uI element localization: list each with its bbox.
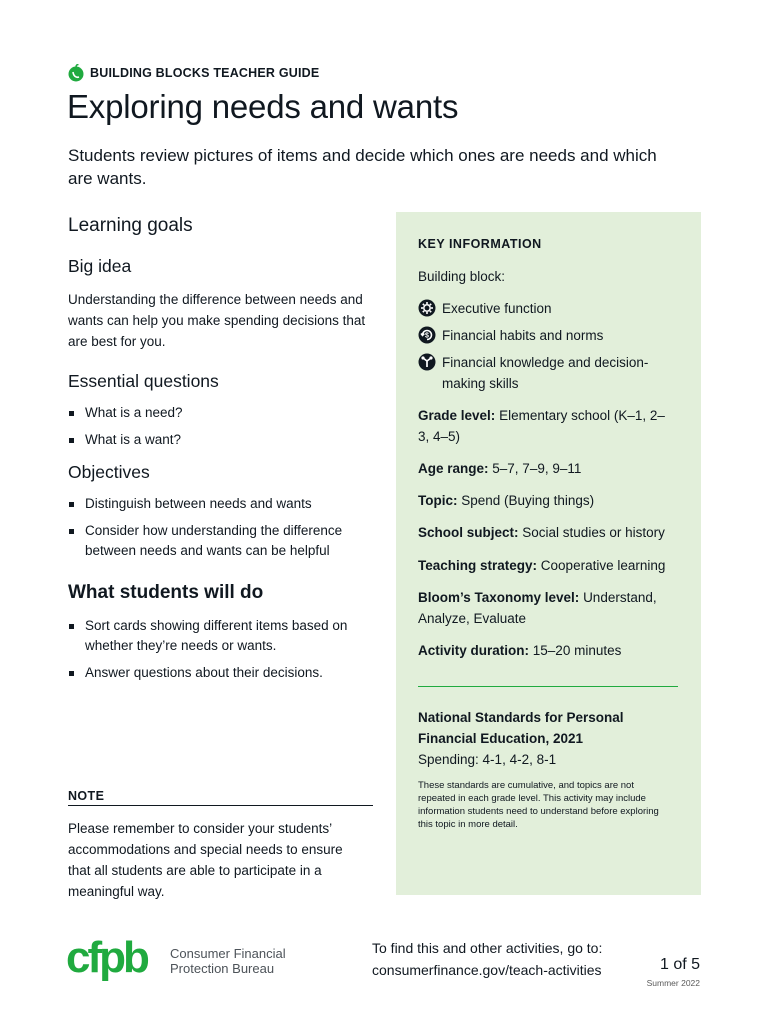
logo-letters: cfpb (66, 936, 147, 982)
standards-title: National Standards for Personal Financial Education, 2021 (418, 710, 624, 746)
building-block-label-text: Executive function (442, 301, 552, 316)
school-subject-label: School subject: (418, 525, 519, 540)
org-name-line2: Protection Bureau (170, 961, 275, 976)
org-name-line1: Consumer Financial (170, 946, 286, 961)
building-block-item (418, 352, 680, 394)
blooms-level-label: Bloom’s Taxonomy level: (418, 590, 580, 605)
big-idea-heading: Big idea (68, 256, 132, 276)
list-item: Distinguish between needs and wants (68, 494, 373, 514)
grade-level-value: Elementary school (K–1, 2–3, 4–5) (418, 408, 665, 444)
guide-label (68, 64, 319, 82)
age-range-value: 5–7, 7–9, 9–11 (492, 461, 582, 476)
learning-goals-heading: Learning goals (68, 215, 193, 236)
teaching-strategy-label: Teaching strategy: (418, 558, 538, 573)
age-range-label: Age range: (418, 461, 489, 476)
teaching-strategy (418, 555, 665, 576)
edition-date: Summer 2022 (646, 978, 700, 988)
activity-duration-label: Activity duration: (418, 643, 530, 658)
footer-find (372, 937, 602, 981)
what-students-do-list (68, 616, 373, 683)
building-block-label: Building block: (418, 269, 506, 284)
svg-text:$: $ (425, 332, 429, 340)
note-text: Please remember to consider your students’ accommodations and special needs to ensure that all students are able to participate in a meaningful way. (68, 821, 343, 899)
divider (418, 686, 678, 687)
guide-label-text: BUILDING BLOCKS TEACHER GUIDE (90, 66, 320, 80)
key-information-heading: KEY INFORMATION (418, 237, 542, 251)
topic (418, 490, 594, 511)
objectives-heading: Objectives (68, 462, 150, 482)
standards-value: Spending: 4-1, 4-2, 8-1 (418, 752, 557, 767)
school-subject (418, 522, 665, 543)
executive-function-icon (418, 299, 436, 317)
org-name (170, 946, 286, 976)
school-subject-value: Social studies or history (522, 525, 665, 540)
key-information-panel (396, 212, 701, 895)
teaching-strategy-value: Cooperative learning (540, 558, 666, 573)
blooms-level-value: Understand, Analyze, Evaluate (418, 590, 657, 626)
financial-habits-icon (418, 326, 436, 344)
blooms-level (418, 587, 680, 629)
essential-questions-heading: Essential questions (68, 371, 219, 391)
list-item: Sort cards showing different items based on whether they’re needs or wants. (68, 616, 373, 656)
building-block-item (418, 325, 680, 346)
essential-questions-list (68, 403, 373, 450)
cfpb-logo (66, 936, 162, 984)
topic-value: Spend (Buying things) (461, 493, 595, 508)
find-text: To find this and other activities, go to: (372, 940, 603, 956)
list-item: Consider how understanding the difference between needs and wants can be helpful (68, 521, 373, 561)
financial-knowledge-icon (418, 353, 436, 371)
activities-link[interactable]: consumerfinance.gov/teach-activities (372, 962, 602, 978)
list-item: What is a want? (68, 430, 373, 450)
grade-level (418, 405, 668, 447)
standards-note: These standards are cumulative, and topics are not repeated in each grade level. This activity may include information students need to understand before exploring this topic in more detail. (418, 780, 659, 830)
note-label: NOTE (68, 789, 373, 806)
building-block-item (418, 298, 680, 319)
grade-level-label: Grade level: (418, 408, 496, 423)
what-students-do-heading: What students will do (68, 582, 264, 603)
list-item: What is a need? (68, 403, 373, 423)
page-title: Exploring needs and wants (67, 88, 459, 125)
building-block-label-text: Financial habits and norms (442, 328, 604, 343)
list-item: Answer questions about their decisions. (68, 663, 373, 683)
building-block-list (418, 298, 680, 394)
building-block-label-text: Financial knowledge and decision-making skills (442, 355, 649, 391)
activity-duration (418, 640, 621, 661)
page-subtitle: Students review pictures of items and decide which ones are needs and which are wants. (68, 146, 657, 188)
apple-icon (68, 64, 84, 82)
objectives-list (68, 494, 373, 561)
page-number: 1 of 5 (659, 956, 700, 973)
big-idea-text: Understanding the difference between needs and wants can help you make spending decisions that are best for you. (68, 292, 366, 349)
topic-label: Topic: (418, 493, 458, 508)
left-column (68, 212, 373, 690)
activity-duration-value: 15–20 minutes (532, 643, 622, 658)
age-range (418, 458, 581, 479)
